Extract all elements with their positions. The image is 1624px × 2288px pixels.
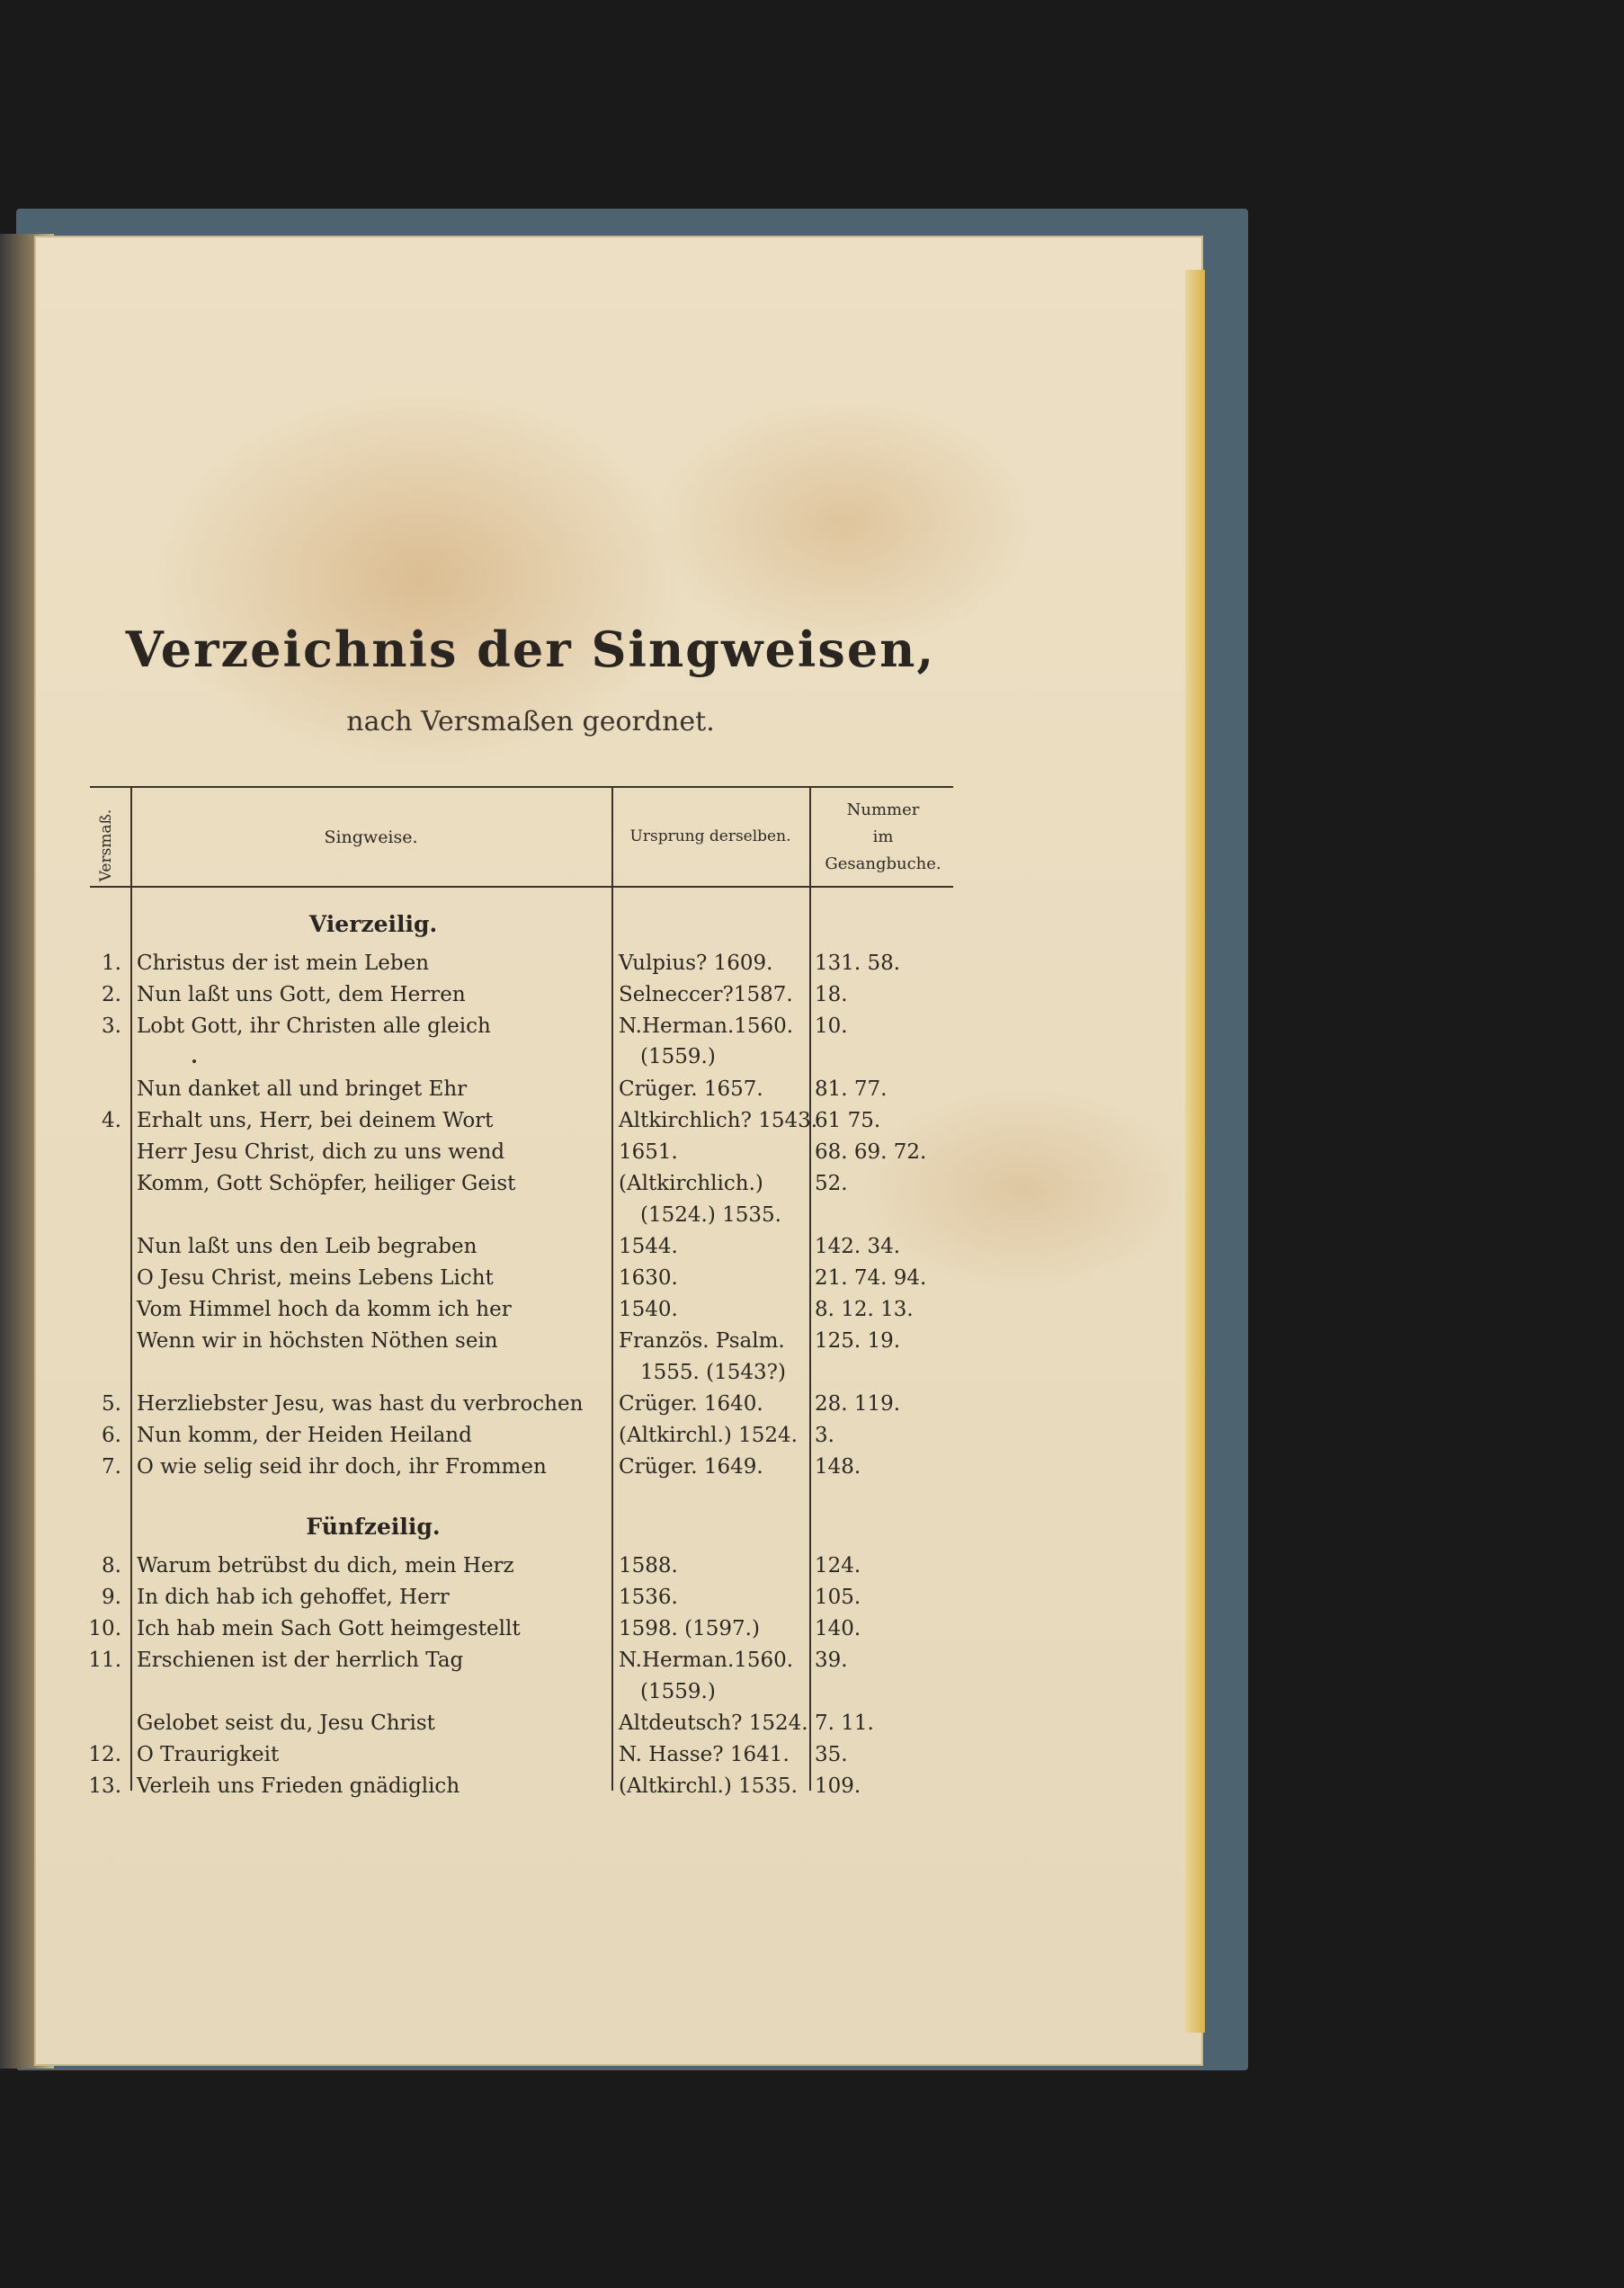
row-ursprung: Altdeutsch? 1524. xyxy=(619,1712,808,1735)
row-nummer: 142. 34. xyxy=(815,1235,901,1258)
row-nummer: 28. 119. xyxy=(815,1392,901,1416)
row-nummer: 61 75. xyxy=(815,1109,881,1132)
row-singweise: O Traurigkeit xyxy=(137,1743,280,1766)
row-ursprung: N. Hasse? 1641. xyxy=(619,1743,790,1766)
row-ursprung: (1559.) xyxy=(640,1680,716,1703)
row-number: 7. xyxy=(102,1455,121,1479)
row-singweise: Nun laßt uns den Leib begraben xyxy=(137,1235,477,1258)
page-gilt-edge xyxy=(1185,270,1205,2033)
row-singweise: Christus der ist mein Leben xyxy=(137,952,430,975)
row-ursprung: (Altkirchl.) 1524. xyxy=(619,1424,798,1447)
row-nummer: 39. xyxy=(815,1649,848,1672)
row-nummer: 125. 19. xyxy=(815,1329,901,1353)
row-nummer: 131. 58. xyxy=(815,952,901,975)
row-nummer: 35. xyxy=(815,1743,848,1766)
row-nummer: 7. 11. xyxy=(815,1712,874,1735)
row-nummer: 52. xyxy=(815,1172,848,1195)
row-number: 11. xyxy=(88,1649,121,1672)
row-nummer: 105. xyxy=(815,1586,861,1609)
row-singweise: Verleih uns Frieden gnädiglich xyxy=(137,1774,460,1798)
row-singweise: Nun komm, der Heiden Heiland xyxy=(137,1424,472,1447)
header-singweise: Singweise. xyxy=(324,827,418,847)
column-rule-singweise xyxy=(611,788,613,1791)
row-singweise: Erhalt uns, Herr, bei deinem Wort xyxy=(137,1109,494,1132)
row-nummer: 10. xyxy=(815,1014,848,1038)
row-number: 4. xyxy=(102,1109,121,1132)
column-rule-versmass xyxy=(130,788,132,1791)
row-ursprung: 1598. (1597.) xyxy=(619,1617,760,1640)
row-ursprung: 1630. xyxy=(619,1266,678,1290)
row-ursprung: 1555. (1543?) xyxy=(640,1361,786,1384)
row-nummer: 21. 74. 94. xyxy=(815,1266,927,1290)
row-ursprung: (Altkirchlich.) xyxy=(619,1172,763,1195)
row-singweise: Herr Jesu Christ, dich zu uns wend xyxy=(137,1140,505,1164)
row-singweise: Herzliebster Jesu, was hast du verbrochen xyxy=(137,1392,584,1416)
row-nummer: 81. 77. xyxy=(815,1077,888,1101)
row-singweise: Komm, Gott Schöpfer, heiliger Geist xyxy=(137,1172,516,1195)
row-ursprung: Vulpius? 1609. xyxy=(619,952,773,975)
row-singweise: Erschienen ist der herrlich Tag xyxy=(137,1649,464,1672)
row-number: 6. xyxy=(102,1424,121,1447)
row-singweise: Vom Himmel hoch da komm ich her xyxy=(137,1298,512,1321)
section-heading: Fünfzeilig. xyxy=(306,1514,441,1540)
row-ursprung: Französ. Psalm. xyxy=(619,1329,785,1353)
header-nummer-line2: im xyxy=(872,827,894,846)
row-nummer: 140. xyxy=(815,1617,861,1640)
row-singweise: Nun danket all und bringet Ehr xyxy=(137,1077,468,1101)
table-top-rule xyxy=(90,786,953,788)
row-ursprung: N.Herman.1560. xyxy=(619,1649,794,1672)
row-nummer: 3. xyxy=(815,1424,834,1447)
row-singweise: Ich hab mein Sach Gott heimgestellt xyxy=(137,1617,521,1640)
row-ursprung: Crüger. 1657. xyxy=(619,1077,763,1101)
row-singweise: Lobt Gott, ihr Christen alle gleich xyxy=(137,1014,491,1038)
row-number: 2. xyxy=(102,983,121,1006)
row-ursprung: 1651. xyxy=(619,1140,678,1164)
row-number: 3. xyxy=(102,1014,121,1038)
section-heading: Vierzeilig. xyxy=(308,911,438,937)
row-singweise: Nun laßt uns Gott, dem Herren xyxy=(137,983,466,1006)
row-ursprung: 1544. xyxy=(619,1235,678,1258)
row-ursprung: 1536. xyxy=(619,1586,678,1609)
row-nummer: 18. xyxy=(815,983,848,1006)
page-subtitle: nach Versmaßen geordnet. xyxy=(346,706,715,737)
header-nummer-line3: Gesangbuche. xyxy=(825,854,941,873)
row-ursprung: Altkirchlich? 1543. xyxy=(619,1109,818,1132)
table-header-rule xyxy=(90,886,953,888)
row-singweise: O wie selig seid ihr doch, ihr Frommen xyxy=(137,1455,547,1479)
row-number: 9. xyxy=(102,1586,121,1609)
row-singweise: O Jesu Christ, meins Lebens Licht xyxy=(137,1266,494,1290)
header-nummer-line1: Nummer xyxy=(846,800,920,819)
row-number: 5. xyxy=(102,1392,121,1416)
row-number: 13. xyxy=(88,1774,121,1798)
row-number: 10. xyxy=(88,1617,121,1640)
row-ursprung: 1588. xyxy=(619,1554,678,1577)
row-nummer: 68. 69. 72. xyxy=(815,1140,927,1164)
row-singweise: Warum betrübst du dich, mein Herz xyxy=(137,1554,514,1577)
row-ursprung: N.Herman.1560. xyxy=(619,1014,794,1038)
header-ursprung: Ursprung derselben. xyxy=(629,827,791,845)
row-ursprung: 1540. xyxy=(619,1298,678,1321)
row-nummer: 109. xyxy=(815,1774,861,1798)
row-singweise: Wenn wir in höchsten Nöthen sein xyxy=(137,1329,498,1353)
column-rule-ursprung xyxy=(809,788,811,1791)
page-title: Verzeichnis der Singweisen, xyxy=(125,621,936,678)
row-ursprung: Crüger. 1640. xyxy=(619,1392,763,1416)
row-number: 8. xyxy=(102,1554,121,1577)
ink-mark xyxy=(192,1059,196,1063)
row-number: 1. xyxy=(102,952,121,975)
row-ursprung: (1524.) 1535. xyxy=(640,1203,781,1227)
header-versmass: Versmaß. xyxy=(97,809,115,882)
row-singweise: In dich hab ich gehoffet, Herr xyxy=(137,1586,450,1609)
row-ursprung: (Altkirchl.) 1535. xyxy=(619,1774,798,1798)
row-singweise: Gelobet seist du, Jesu Christ xyxy=(137,1712,435,1735)
row-nummer: 8. 12. 13. xyxy=(815,1298,914,1321)
row-ursprung: Crüger. 1649. xyxy=(619,1455,763,1479)
row-ursprung: (1559.) xyxy=(640,1045,716,1068)
row-ursprung: Selneccer?1587. xyxy=(619,983,793,1006)
row-nummer: 124. xyxy=(815,1554,861,1577)
row-number: 12. xyxy=(88,1743,121,1766)
row-nummer: 148. xyxy=(815,1455,861,1479)
